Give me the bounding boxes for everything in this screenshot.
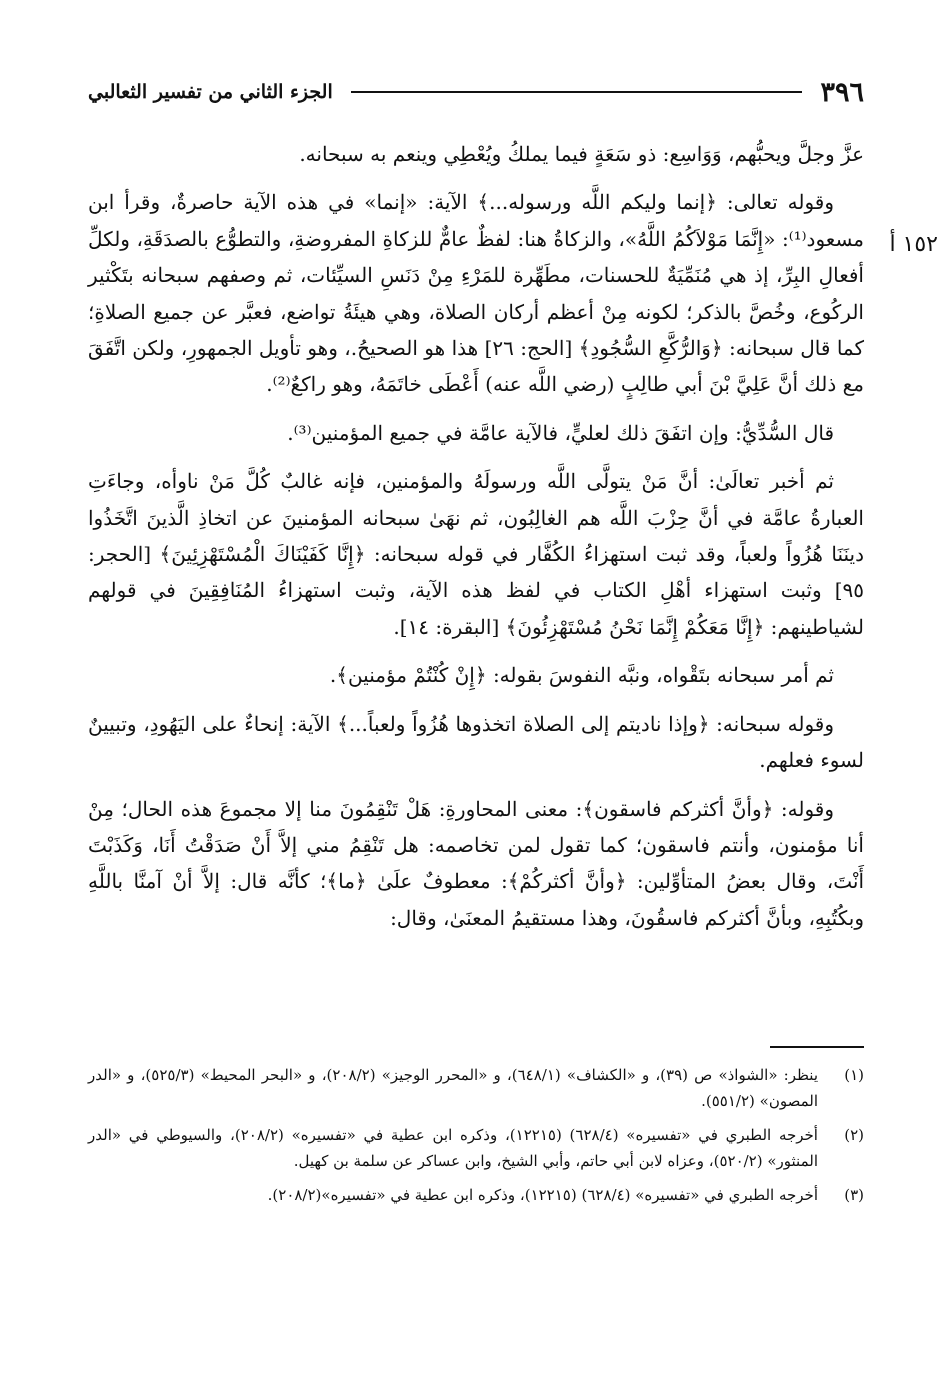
footnote-number: (١) bbox=[844, 1066, 864, 1084]
footnote bbox=[88, 1122, 864, 1174]
footnote bbox=[88, 1062, 864, 1114]
running-title: الجزء الثاني من تفسير الثعالبي bbox=[88, 81, 333, 103]
paragraph: عزَّ وجلَّ ويحبُّهم، وَوَاسِع: ذو سَعَةٍ فيما يملكُ ويُعْطِي وينعم به سبحانه. bbox=[299, 142, 864, 166]
manuscript-folio-marker: ١٥٢ أ bbox=[889, 232, 938, 257]
footnote-text: أخرجه الطبري في «تفسيره» (٦٢٨/٤) (١٢٢١٥)، وذكره ابن عطية في «تفسيره»(٢٠٨/٢). bbox=[267, 1186, 818, 1204]
paragraph: وقوله سبحانه: ﴿وإذا ناديتم إلى الصلاة اتخذوها هُزُواً ولعباً...﴾ الآية: إنحاءٌ على اليَهُودِ، وتبيينٌ لسوء فعلهم. bbox=[88, 711, 864, 773]
footnotes bbox=[88, 1062, 864, 1216]
footnote bbox=[88, 1182, 864, 1208]
paragraph: ثم أخبر تعالَىٰ: أنَّ مَنْ يتولَّى اللَّه ورسولَهُ والمؤمنين، فإنه غالبٌ كُلَّ مَنْ ناوأه، وجاءَتِ العبارةُ عامَّة في أنَّ حِزْبَ اللَّه هم الغالِبُون، ثم نهَىٰ سبحانه المؤمنينَ عن اتخاذِ الَّذينَ اتَّخَذُوا دينَنَا هُزُواً ولعباً، وقد ثبت استهزاءُ الكُفَّار في قوله سبحانه: ﴿إِنَّا كَفَيْنَاكَ الْمُسْتَهْزِئِينَ﴾ [الحجر: ٩٥] وثبت استهزاء أهْلِ الكتاب في لفظ هذه الآية، وثبت استهزاءُ المُنَافِقِينَ في قولهم لشياطينهم: ﴿إِنَّا مَعَكُمْ إِنَّمَا نَحْنُ مُسْتَهْزِئُونَ﴾ [البقرة: ١٤]. bbox=[88, 469, 864, 639]
footnote-text: أخرجه الطبري في «تفسيره» (٦٢٨/٤) (١٢٢١٥)، وذكره ابن عطية في «تفسيره» (٢٠٨/٢)، والسيوطي في «الدر المنثور» (٥٢٠/٢)، وعزاه لابن أبي حاتم، وأبي الشيخ، وابن عساكر عن سلمة بن كهيل. bbox=[88, 1126, 818, 1170]
paragraph: وقوله: ﴿وأنَّ أكثركم فاسقون﴾: معنى المحاورةِ: هَلْ تَنْقِمُونَ منا إلا مجموعَ هذه الحال؛ مِنْ أنا مؤمنون، وأنتم فاسقون؛ كما تقول لمن تخاصمه: هل تَنْقِمُ مني إلاَّ أَنْ صَدَقْتُ أَنَا، وَكَذَبْتَ أَنْتَ، وقال بعضُ المتأوِّلين: ﴿وأنَّ أكثركُمْ﴾: معطوفٌ علَىٰ ﴿ما﴾؛ كأنَّه قال: إلاَّ أنْ آمنَّا باللَّهِ وبكُتُبِهِ، وبأنَّ أكثركم فاسقُونَ، وهذا مستقيمُ المعنَىٰ، وقال: bbox=[88, 796, 864, 930]
paragraph: ثم أمر سبحانه بتَقْواه، ونبَّه النفوسَ بقوله: ﴿إِنْ كُنْتُمْ مؤمنين﴾. bbox=[329, 663, 834, 688]
paragraph: وقوله تعالى: ﴿إنما وليكم اللَّه ورسوله...﴾ الآية: «إنما» في هذه الآية حاصرةٌ، وقرأ ابن مسعود⁽¹⁾: «إِنَّمَا مَوْلاَكُمُ اللَّهُ»، والزكاةُ هنا: لفظٌ عامٌّ للزكاةِ المفروضةِ، والتطوُّع بالصدَقَةِ، ولكلِّ أفعالِ البِرِّ، إذ هي مُنَمِّيَةٌ للحسنات، مطَهِّرة للمَرْءِ مِنْ دَنَسِ السيِّئات، ثم وصفهم سبحانه بتَكْثير الركُوع، وخُصَّ بالذكر؛ لكونه مِنْ أعظم أركان الصلاة، وهي هيئَةُ تواضع، فعبَّر عن جميع الصلاةِ؛ كما قال سبحانه: ﴿وَالرُّكَّعِ السُّجُودِ﴾ [الحج: ٢٦] هذا هو الصحيحُ.، وهو تأويل الجمهورِ، ولكن اتَّفَقَ مع ذلك أنَّ عَلِيَّ بْنَ أبي طالِبٍ (رضي اللَّه عنه) أَعْطَى خاتَمَهُ، وهو راكعٌ⁽²⁾. bbox=[88, 190, 864, 397]
main-text bbox=[88, 136, 864, 948]
footnote-number: (٣) bbox=[844, 1186, 864, 1204]
header-rule bbox=[351, 91, 803, 93]
page-header bbox=[88, 72, 864, 112]
paragraph: قال السُّدِّيُّ: وإن اتفَقَ ذلك لعليٍّ، فالآية عامَّة في جميع المؤمنين⁽³⁾. bbox=[287, 420, 834, 445]
footnote-text: ينظر: «الشواذ» ص (٣٩)، و «الكشاف» (٦٤٨/١)، و «المحرر الوجيز» (٢٠٨/٢)، و «البحر المحيط» (٥٢٥/٣)، و «الدر المصون» (٥٥١/٢). bbox=[88, 1066, 819, 1110]
footnote-separator bbox=[770, 1046, 864, 1048]
footnote-number: (٢) bbox=[844, 1126, 864, 1144]
page-number: ٣٩٦ bbox=[820, 76, 864, 108]
